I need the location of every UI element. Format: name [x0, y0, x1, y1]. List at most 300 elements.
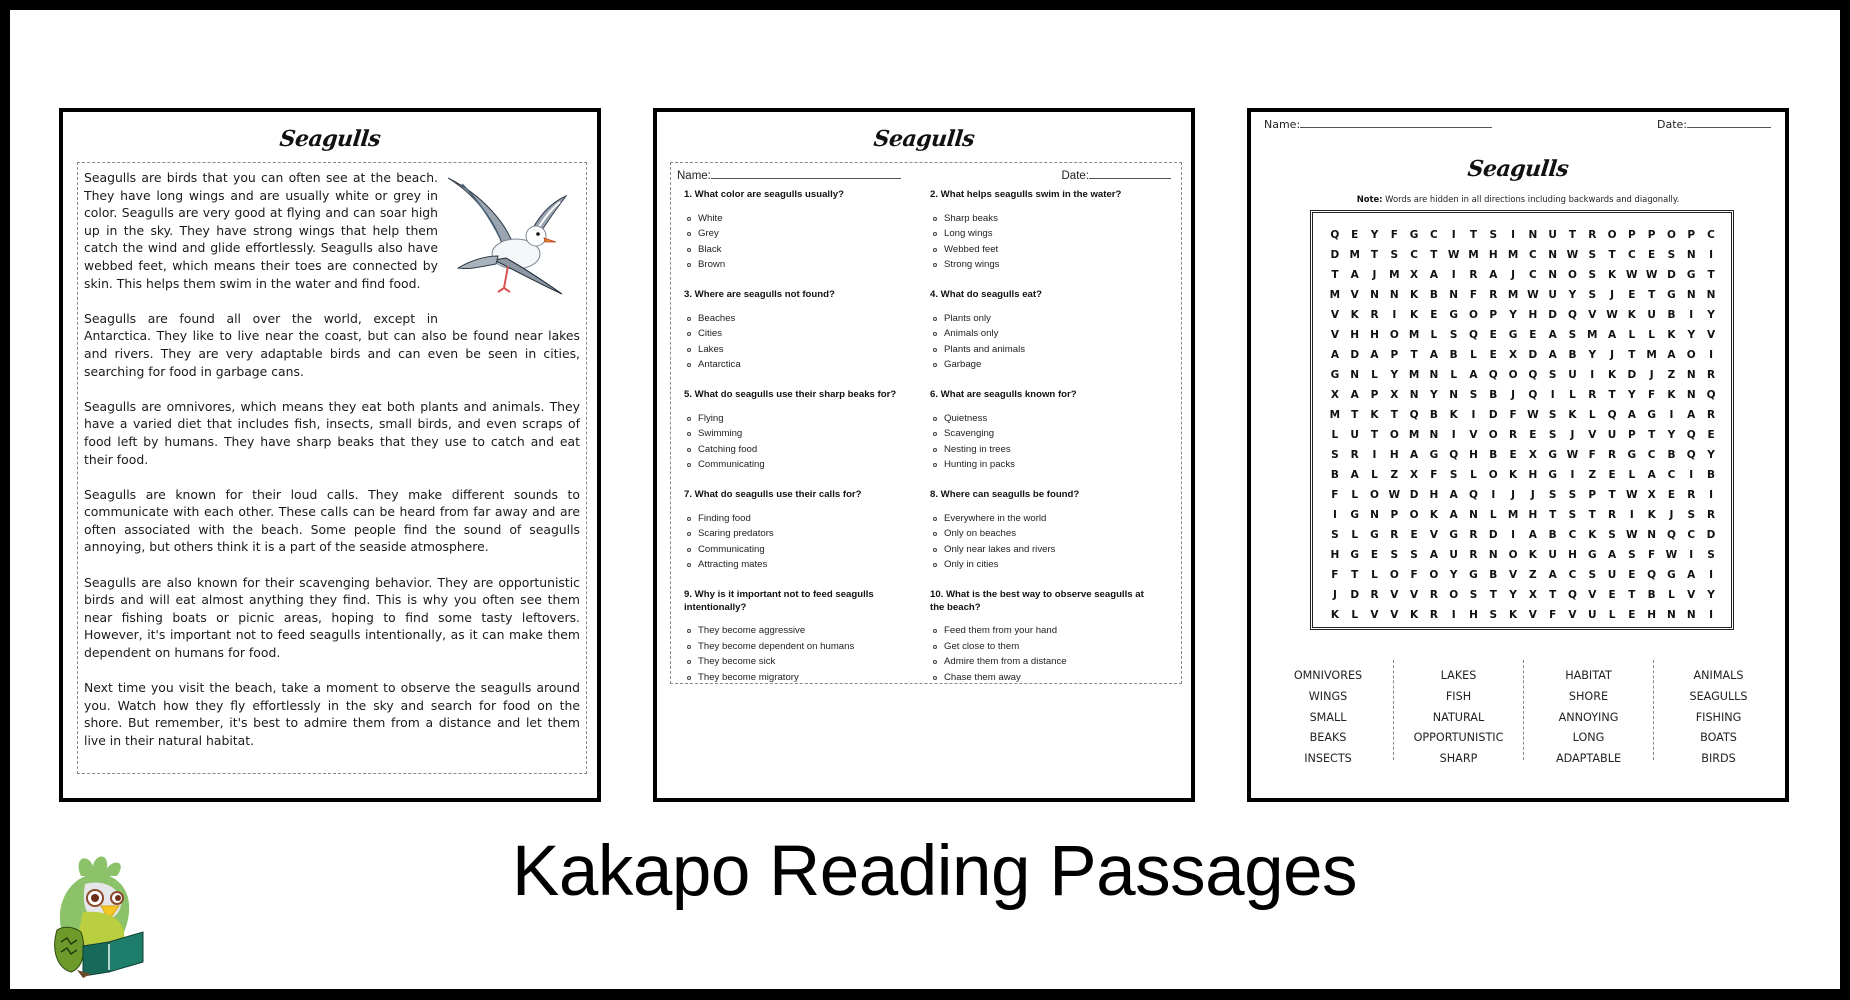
grid-letter[interactable]: Q	[1567, 309, 1577, 321]
grid-letter[interactable]: L	[1470, 469, 1477, 481]
grid-letter[interactable]: R	[1588, 229, 1597, 241]
grid-letter[interactable]: L	[1371, 569, 1378, 581]
grid-letter[interactable]: G	[1350, 549, 1359, 561]
option[interactable]	[930, 242, 1174, 258]
grid-letter[interactable]: A	[1449, 509, 1458, 521]
grid-letter[interactable]: R	[1390, 529, 1399, 541]
name-field[interactable]	[1264, 118, 1492, 131]
grid-letter[interactable]: A	[1667, 349, 1676, 361]
grid-letter[interactable]: K	[1370, 409, 1379, 421]
grid-letter[interactable]: B	[1707, 469, 1716, 481]
grid-letter[interactable]: I	[1689, 469, 1694, 481]
option[interactable]	[684, 226, 930, 242]
grid-letter[interactable]: G	[1409, 229, 1419, 241]
grid-letter[interactable]: B	[1568, 349, 1577, 361]
grid-letter[interactable]: A	[1528, 529, 1537, 541]
grid-letter[interactable]: I	[1709, 489, 1713, 501]
grid-letter[interactable]: E	[1509, 449, 1517, 461]
grid-letter[interactable]: S	[1331, 449, 1339, 461]
grid-letter[interactable]: T	[1370, 429, 1379, 441]
grid-letter[interactable]: L	[1351, 609, 1359, 621]
grid-letter[interactable]: X	[1330, 389, 1339, 401]
grid-letter[interactable]: T	[1608, 389, 1616, 401]
grid-letter[interactable]: T	[1628, 349, 1636, 361]
grid-letter[interactable]: G	[1350, 509, 1359, 521]
grid-letter[interactable]: T	[1489, 589, 1497, 601]
grid-letter[interactable]: Y	[1568, 289, 1577, 301]
grid-letter[interactable]: A	[1607, 329, 1617, 341]
grid-letter[interactable]: W	[1566, 249, 1579, 261]
grid-letter[interactable]: M	[1408, 429, 1420, 441]
option[interactable]	[930, 542, 1174, 558]
grid-letter[interactable]: G	[1667, 569, 1676, 581]
grid-letter[interactable]: N	[1647, 529, 1657, 541]
option[interactable]	[930, 557, 1174, 573]
grid-letter[interactable]: S	[1410, 549, 1418, 561]
grid-letter[interactable]: W	[1665, 549, 1678, 561]
option[interactable]	[930, 357, 1174, 373]
option[interactable]	[684, 326, 930, 342]
grid-letter[interactable]: D	[1548, 309, 1558, 321]
grid-letter[interactable]: V	[1330, 329, 1339, 341]
option[interactable]	[930, 670, 1174, 686]
grid-letter[interactable]: O	[1429, 569, 1439, 581]
grid-letter[interactable]: Q	[1469, 329, 1478, 341]
grid-letter[interactable]: Q	[1449, 449, 1459, 461]
grid-letter[interactable]: S	[1687, 509, 1696, 521]
grid-letter[interactable]: M	[1329, 289, 1341, 301]
grid-letter[interactable]: T	[1549, 509, 1557, 521]
grid-letter[interactable]: T	[1608, 249, 1616, 261]
grid-letter[interactable]: H	[1350, 329, 1360, 341]
grid-letter[interactable]: S	[1390, 549, 1399, 561]
grid-letter[interactable]: O	[1449, 589, 1459, 601]
grid-letter[interactable]: S	[1469, 589, 1478, 601]
grid-letter[interactable]: K	[1410, 309, 1419, 321]
grid-letter[interactable]: A	[1350, 469, 1359, 481]
grid-letter[interactable]: R	[1469, 269, 1478, 281]
grid-letter[interactable]: Q	[1686, 429, 1696, 441]
grid-letter[interactable]: A	[1548, 349, 1557, 361]
option[interactable]	[930, 426, 1174, 442]
grid-letter[interactable]: A	[1687, 409, 1696, 421]
grid-letter[interactable]: K	[1330, 609, 1339, 621]
grid-letter[interactable]: T	[1410, 349, 1418, 361]
grid-letter[interactable]: D	[1409, 489, 1419, 501]
grid-letter[interactable]: O	[1389, 569, 1399, 581]
grid-letter[interactable]: G	[1330, 369, 1340, 381]
grid-letter[interactable]: W	[1566, 449, 1579, 461]
grid-letter[interactable]: U	[1587, 609, 1597, 621]
grid-letter[interactable]: P	[1628, 429, 1636, 441]
grid-letter[interactable]: N	[1686, 249, 1696, 261]
grid-letter[interactable]: C	[1529, 269, 1537, 281]
grid-letter[interactable]: Y	[1449, 569, 1458, 581]
grid-letter[interactable]: I	[1709, 249, 1713, 261]
grid-letter[interactable]: P	[1390, 349, 1399, 361]
grid-letter[interactable]: M	[1587, 329, 1598, 341]
grid-letter[interactable]: S	[1390, 249, 1399, 261]
grid-letter[interactable]: U	[1568, 369, 1577, 381]
grid-letter[interactable]: S	[1548, 429, 1557, 441]
option[interactable]	[684, 623, 930, 639]
grid-letter[interactable]: B	[1429, 409, 1438, 421]
grid-letter[interactable]: N	[1350, 369, 1360, 381]
option[interactable]	[930, 639, 1174, 655]
option[interactable]	[930, 442, 1174, 458]
grid-letter[interactable]: X	[1390, 389, 1399, 401]
grid-letter[interactable]: K	[1667, 329, 1676, 341]
grid-letter[interactable]: F	[1648, 549, 1656, 561]
option[interactable]	[930, 257, 1174, 273]
grid-letter[interactable]: P	[1687, 229, 1696, 241]
grid-letter[interactable]: W	[1626, 269, 1638, 281]
grid-letter[interactable]: R	[1509, 429, 1518, 441]
grid-letter[interactable]: A	[1627, 409, 1636, 421]
option[interactable]	[930, 342, 1174, 358]
grid-letter[interactable]: A	[1429, 349, 1438, 361]
grid-letter[interactable]: Q	[1706, 389, 1716, 401]
grid-letter[interactable]: B	[1667, 309, 1676, 321]
grid-letter[interactable]: Y	[1628, 389, 1636, 401]
grid-letter[interactable]: N	[1667, 609, 1676, 621]
grid-letter[interactable]: E	[1430, 309, 1438, 321]
grid-letter[interactable]: N	[1429, 429, 1439, 441]
grid-letter[interactable]: L	[1668, 589, 1675, 601]
grid-letter[interactable]: P	[1588, 489, 1597, 501]
grid-letter[interactable]: R	[1608, 449, 1617, 461]
grid-letter[interactable]: H	[1528, 509, 1538, 521]
grid-letter[interactable]: N	[1370, 509, 1379, 521]
grid-letter[interactable]: A	[1548, 329, 1557, 341]
grid-letter[interactable]: X	[1509, 349, 1518, 361]
grid-letter[interactable]: H	[1528, 309, 1538, 321]
grid-letter[interactable]: X	[1410, 469, 1419, 481]
grid-letter[interactable]: V	[1429, 529, 1438, 541]
grid-letter[interactable]: S	[1667, 249, 1676, 261]
grid-letter[interactable]: Z	[1529, 569, 1537, 581]
grid-letter[interactable]: H	[1370, 329, 1379, 341]
grid-letter[interactable]: G	[1508, 329, 1518, 341]
grid-letter[interactable]: H	[1469, 609, 1478, 621]
grid-letter[interactable]: E	[1667, 489, 1676, 501]
grid-letter[interactable]: O	[1567, 269, 1577, 281]
grid-letter[interactable]: A	[1429, 549, 1438, 561]
grid-letter[interactable]: G	[1647, 409, 1656, 421]
grid-letter[interactable]: E	[1489, 349, 1497, 361]
grid-letter[interactable]: S	[1568, 329, 1577, 341]
grid-letter[interactable]: I	[1629, 509, 1634, 521]
grid-letter[interactable]: S	[1449, 469, 1458, 481]
grid-letter[interactable]: T	[1648, 289, 1656, 301]
grid-letter[interactable]: U	[1548, 549, 1557, 561]
grid-letter[interactable]: Y	[1370, 229, 1379, 241]
grid-letter[interactable]: M	[1507, 509, 1519, 521]
grid-letter[interactable]: S	[1489, 229, 1498, 241]
grid-letter[interactable]: Q	[1528, 389, 1538, 401]
grid-letter[interactable]: E	[1370, 549, 1379, 561]
grid-letter[interactable]: T	[1331, 269, 1339, 281]
grid-letter[interactable]: T	[1351, 409, 1359, 421]
grid-letter[interactable]: T	[1648, 429, 1656, 441]
grid-letter[interactable]: J	[1511, 269, 1516, 281]
grid-letter[interactable]: A	[1410, 449, 1419, 461]
grid-letter[interactable]: T	[1608, 489, 1616, 501]
grid-letter[interactable]: B	[1330, 469, 1339, 481]
grid-letter[interactable]: S	[1588, 289, 1597, 301]
grid-letter[interactable]: N	[1548, 269, 1558, 281]
grid-letter[interactable]: M	[1507, 289, 1519, 301]
grid-letter[interactable]: F	[1390, 229, 1398, 241]
grid-letter[interactable]: C	[1529, 249, 1537, 261]
date-field[interactable]	[1657, 118, 1771, 131]
grid-letter[interactable]: V	[1568, 609, 1577, 621]
grid-letter[interactable]: N	[1409, 389, 1419, 401]
grid-letter[interactable]: W	[1527, 409, 1539, 421]
grid-letter[interactable]: E	[1628, 609, 1636, 621]
grid-letter[interactable]: I	[1590, 369, 1595, 381]
grid-letter[interactable]: G	[1587, 549, 1597, 561]
grid-letter[interactable]: O	[1488, 469, 1498, 481]
grid-letter[interactable]: I	[1372, 449, 1377, 461]
grid-letter[interactable]: A	[1370, 349, 1379, 361]
word-search-page[interactable]	[1247, 108, 1789, 802]
grid-letter[interactable]: T	[1370, 249, 1379, 261]
grid-letter[interactable]: K	[1588, 529, 1597, 541]
grid-letter[interactable]: I	[1332, 509, 1337, 521]
grid-letter[interactable]: R	[1706, 509, 1716, 521]
grid-letter[interactable]: A	[1350, 269, 1359, 281]
grid-letter[interactable]: F	[1469, 289, 1478, 301]
grid-letter[interactable]: I	[1689, 309, 1694, 321]
grid-letter[interactable]: E	[1707, 429, 1715, 441]
option[interactable]	[684, 457, 930, 473]
option[interactable]	[684, 557, 930, 573]
grid-letter[interactable]: Q	[1330, 229, 1340, 241]
grid-letter[interactable]: O	[1389, 429, 1399, 441]
grid-letter[interactable]: R	[1429, 589, 1438, 601]
grid-letter[interactable]: W	[1447, 249, 1460, 261]
grid-letter[interactable]: O	[1389, 329, 1399, 341]
grid-letter[interactable]: L	[1430, 329, 1438, 341]
option[interactable]	[930, 654, 1174, 670]
grid-letter[interactable]: G	[1548, 469, 1557, 481]
grid-letter[interactable]: L	[1588, 409, 1596, 421]
grid-letter[interactable]: R	[1706, 409, 1716, 421]
grid-letter[interactable]: T	[1430, 249, 1438, 261]
grid-letter[interactable]: D	[1488, 529, 1498, 541]
grid-letter[interactable]: Q	[1409, 409, 1419, 421]
grid-letter[interactable]: D	[1330, 249, 1340, 261]
grid-letter[interactable]: V	[1509, 569, 1518, 581]
grid-letter[interactable]: F	[1410, 569, 1418, 581]
option[interactable]	[930, 511, 1174, 527]
option[interactable]	[930, 311, 1174, 327]
grid-letter[interactable]: L	[1470, 349, 1477, 361]
grid-letter[interactable]: F	[1430, 469, 1438, 481]
grid-letter[interactable]: R	[1469, 529, 1478, 541]
grid-letter[interactable]: E	[1529, 329, 1537, 341]
grid-letter[interactable]: O	[1508, 369, 1518, 381]
grid-letter[interactable]: M	[1389, 269, 1400, 281]
grid-letter[interactable]: N	[1488, 549, 1498, 561]
grid-letter[interactable]: S	[1568, 489, 1577, 501]
grid-letter[interactable]: F	[1549, 609, 1557, 621]
grid-letter[interactable]: Q	[1488, 369, 1498, 381]
grid-letter[interactable]: O	[1607, 229, 1617, 241]
grid-letter[interactable]: H	[1528, 469, 1538, 481]
grid-letter[interactable]: S	[1608, 529, 1616, 541]
grid-letter[interactable]: I	[1511, 229, 1516, 241]
grid-letter[interactable]: T	[1568, 229, 1577, 241]
grid-letter[interactable]: A	[1429, 269, 1438, 281]
grid-letter[interactable]: O	[1409, 509, 1419, 521]
grid-letter[interactable]: C	[1568, 569, 1577, 581]
grid-letter[interactable]: A	[1687, 569, 1696, 581]
grid-letter[interactable]: G	[1627, 449, 1637, 461]
grid-letter[interactable]: N	[1548, 249, 1558, 261]
grid-letter[interactable]: I	[1451, 609, 1456, 621]
option[interactable]	[684, 639, 930, 655]
grid-letter[interactable]: H	[1647, 609, 1657, 621]
grid-letter[interactable]: V	[1390, 609, 1399, 621]
grid-letter[interactable]: A	[1330, 349, 1339, 361]
name-field[interactable]	[677, 169, 901, 182]
grid-letter[interactable]: I	[1709, 609, 1713, 621]
grid-letter[interactable]: K	[1509, 609, 1518, 621]
option[interactable]	[930, 526, 1174, 542]
grid-letter[interactable]: P	[1370, 389, 1379, 401]
option[interactable]	[930, 623, 1174, 639]
grid-letter[interactable]: V	[1706, 329, 1716, 341]
grid-letter[interactable]: U	[1607, 429, 1617, 441]
grid-letter[interactable]: T	[1390, 409, 1398, 421]
grid-letter[interactable]: Y	[1588, 349, 1597, 361]
grid-letter[interactable]: C	[1568, 529, 1577, 541]
grid-letter[interactable]: L	[1351, 529, 1359, 541]
grid-letter[interactable]: H	[1469, 449, 1478, 461]
grid-letter[interactable]: V	[1410, 589, 1419, 601]
grid-letter[interactable]: M	[1349, 249, 1360, 261]
grid-letter[interactable]: G	[1449, 529, 1458, 541]
grid-letter[interactable]: K	[1667, 389, 1676, 401]
grid-letter[interactable]: Q	[1528, 369, 1538, 381]
grid-letter[interactable]: S	[1449, 329, 1458, 341]
grid-letter[interactable]: V	[1687, 589, 1696, 601]
grid-letter[interactable]: L	[1371, 369, 1378, 381]
grid-letter[interactable]: T	[1628, 589, 1636, 601]
grid-letter[interactable]: Y	[1509, 589, 1517, 601]
grid-letter[interactable]: N	[1706, 289, 1716, 301]
grid-letter[interactable]: L	[1489, 509, 1497, 521]
grid-letter[interactable]: A	[1647, 469, 1656, 481]
grid-letter[interactable]: Q	[1469, 489, 1478, 501]
grid-letter[interactable]: M	[1468, 249, 1479, 261]
grid-letter[interactable]: L	[1450, 369, 1458, 381]
grid-letter[interactable]: N	[1449, 389, 1459, 401]
grid-letter[interactable]: H	[1330, 549, 1340, 561]
grid-letter[interactable]: I	[1669, 409, 1674, 421]
grid-letter[interactable]: I	[1550, 389, 1555, 401]
grid-letter[interactable]: R	[1588, 389, 1597, 401]
grid-letter[interactable]: Y	[1430, 389, 1438, 401]
grid-letter[interactable]: A	[1607, 549, 1617, 561]
grid-letter[interactable]: J	[1649, 369, 1654, 381]
grid-letter[interactable]: O	[1666, 229, 1676, 241]
grid-letter[interactable]: O	[1488, 429, 1498, 441]
date-field[interactable]	[1062, 169, 1172, 182]
grid-letter[interactable]: N	[1686, 389, 1696, 401]
grid-letter[interactable]: M	[1507, 249, 1519, 261]
option[interactable]	[684, 411, 930, 427]
grid-letter[interactable]: R	[1350, 449, 1359, 461]
grid-letter[interactable]: C	[1667, 469, 1676, 481]
grid-letter[interactable]: V	[1588, 429, 1597, 441]
grid-letter[interactable]: G	[1548, 449, 1557, 461]
grid-letter[interactable]: J	[1511, 389, 1516, 401]
grid-letter[interactable]: G	[1449, 309, 1458, 321]
grid-letter[interactable]: I	[1451, 229, 1456, 241]
grid-letter[interactable]: V	[1528, 609, 1537, 621]
option[interactable]	[684, 426, 930, 442]
grid-letter[interactable]: V	[1330, 309, 1339, 321]
grid-letter[interactable]: G	[1469, 569, 1478, 581]
grid-letter[interactable]: R	[1489, 289, 1498, 301]
grid-letter[interactable]: X	[1647, 489, 1656, 501]
grid-letter[interactable]: L	[1371, 469, 1378, 481]
grid-letter[interactable]: L	[1648, 329, 1655, 341]
grid-letter[interactable]: K	[1627, 309, 1636, 321]
grid-letter[interactable]: I	[1491, 489, 1496, 501]
grid-letter[interactable]: S	[1469, 389, 1478, 401]
grid-letter[interactable]: Y	[1687, 329, 1696, 341]
grid-letter[interactable]: S	[1548, 409, 1557, 421]
grid-letter[interactable]: J	[1511, 489, 1516, 501]
grid-letter[interactable]: S	[1568, 509, 1577, 521]
grid-letter[interactable]: O	[1469, 309, 1478, 321]
grid-letter[interactable]: R	[1608, 509, 1617, 521]
grid-letter[interactable]: E	[1351, 229, 1359, 241]
grid-letter[interactable]: P	[1628, 229, 1636, 241]
reading-passage-page[interactable]	[59, 108, 601, 802]
grid-letter[interactable]: V	[1588, 309, 1597, 321]
grid-letter[interactable]: K	[1509, 469, 1518, 481]
grid-letter[interactable]: I	[1511, 529, 1516, 541]
grid-letter[interactable]: R	[1687, 489, 1696, 501]
grid-letter[interactable]: W	[1527, 289, 1539, 301]
option[interactable]	[930, 457, 1174, 473]
grid-letter[interactable]: R	[1429, 609, 1438, 621]
grid-letter[interactable]: B	[1489, 389, 1498, 401]
grid-letter[interactable]: H	[1488, 249, 1498, 261]
grid-letter[interactable]: B	[1449, 349, 1458, 361]
grid-letter[interactable]: Y	[1667, 429, 1676, 441]
grid-letter[interactable]: J	[1610, 349, 1615, 361]
option[interactable]	[684, 542, 930, 558]
grid-letter[interactable]: L	[1608, 609, 1616, 621]
grid-letter[interactable]: M	[1408, 329, 1420, 341]
grid-letter[interactable]: J	[1669, 509, 1674, 521]
grid-letter[interactable]: R	[1370, 589, 1379, 601]
grid-letter[interactable]: N	[1686, 609, 1696, 621]
grid-letter[interactable]: K	[1528, 549, 1537, 561]
grid-letter[interactable]: U	[1647, 309, 1656, 321]
grid-letter[interactable]: Y	[1707, 589, 1715, 601]
grid-letter[interactable]: E	[1410, 529, 1418, 541]
grid-letter[interactable]: P	[1390, 509, 1399, 521]
grid-letter[interactable]: I	[1471, 409, 1476, 421]
letter-grid[interactable]	[1310, 210, 1734, 630]
